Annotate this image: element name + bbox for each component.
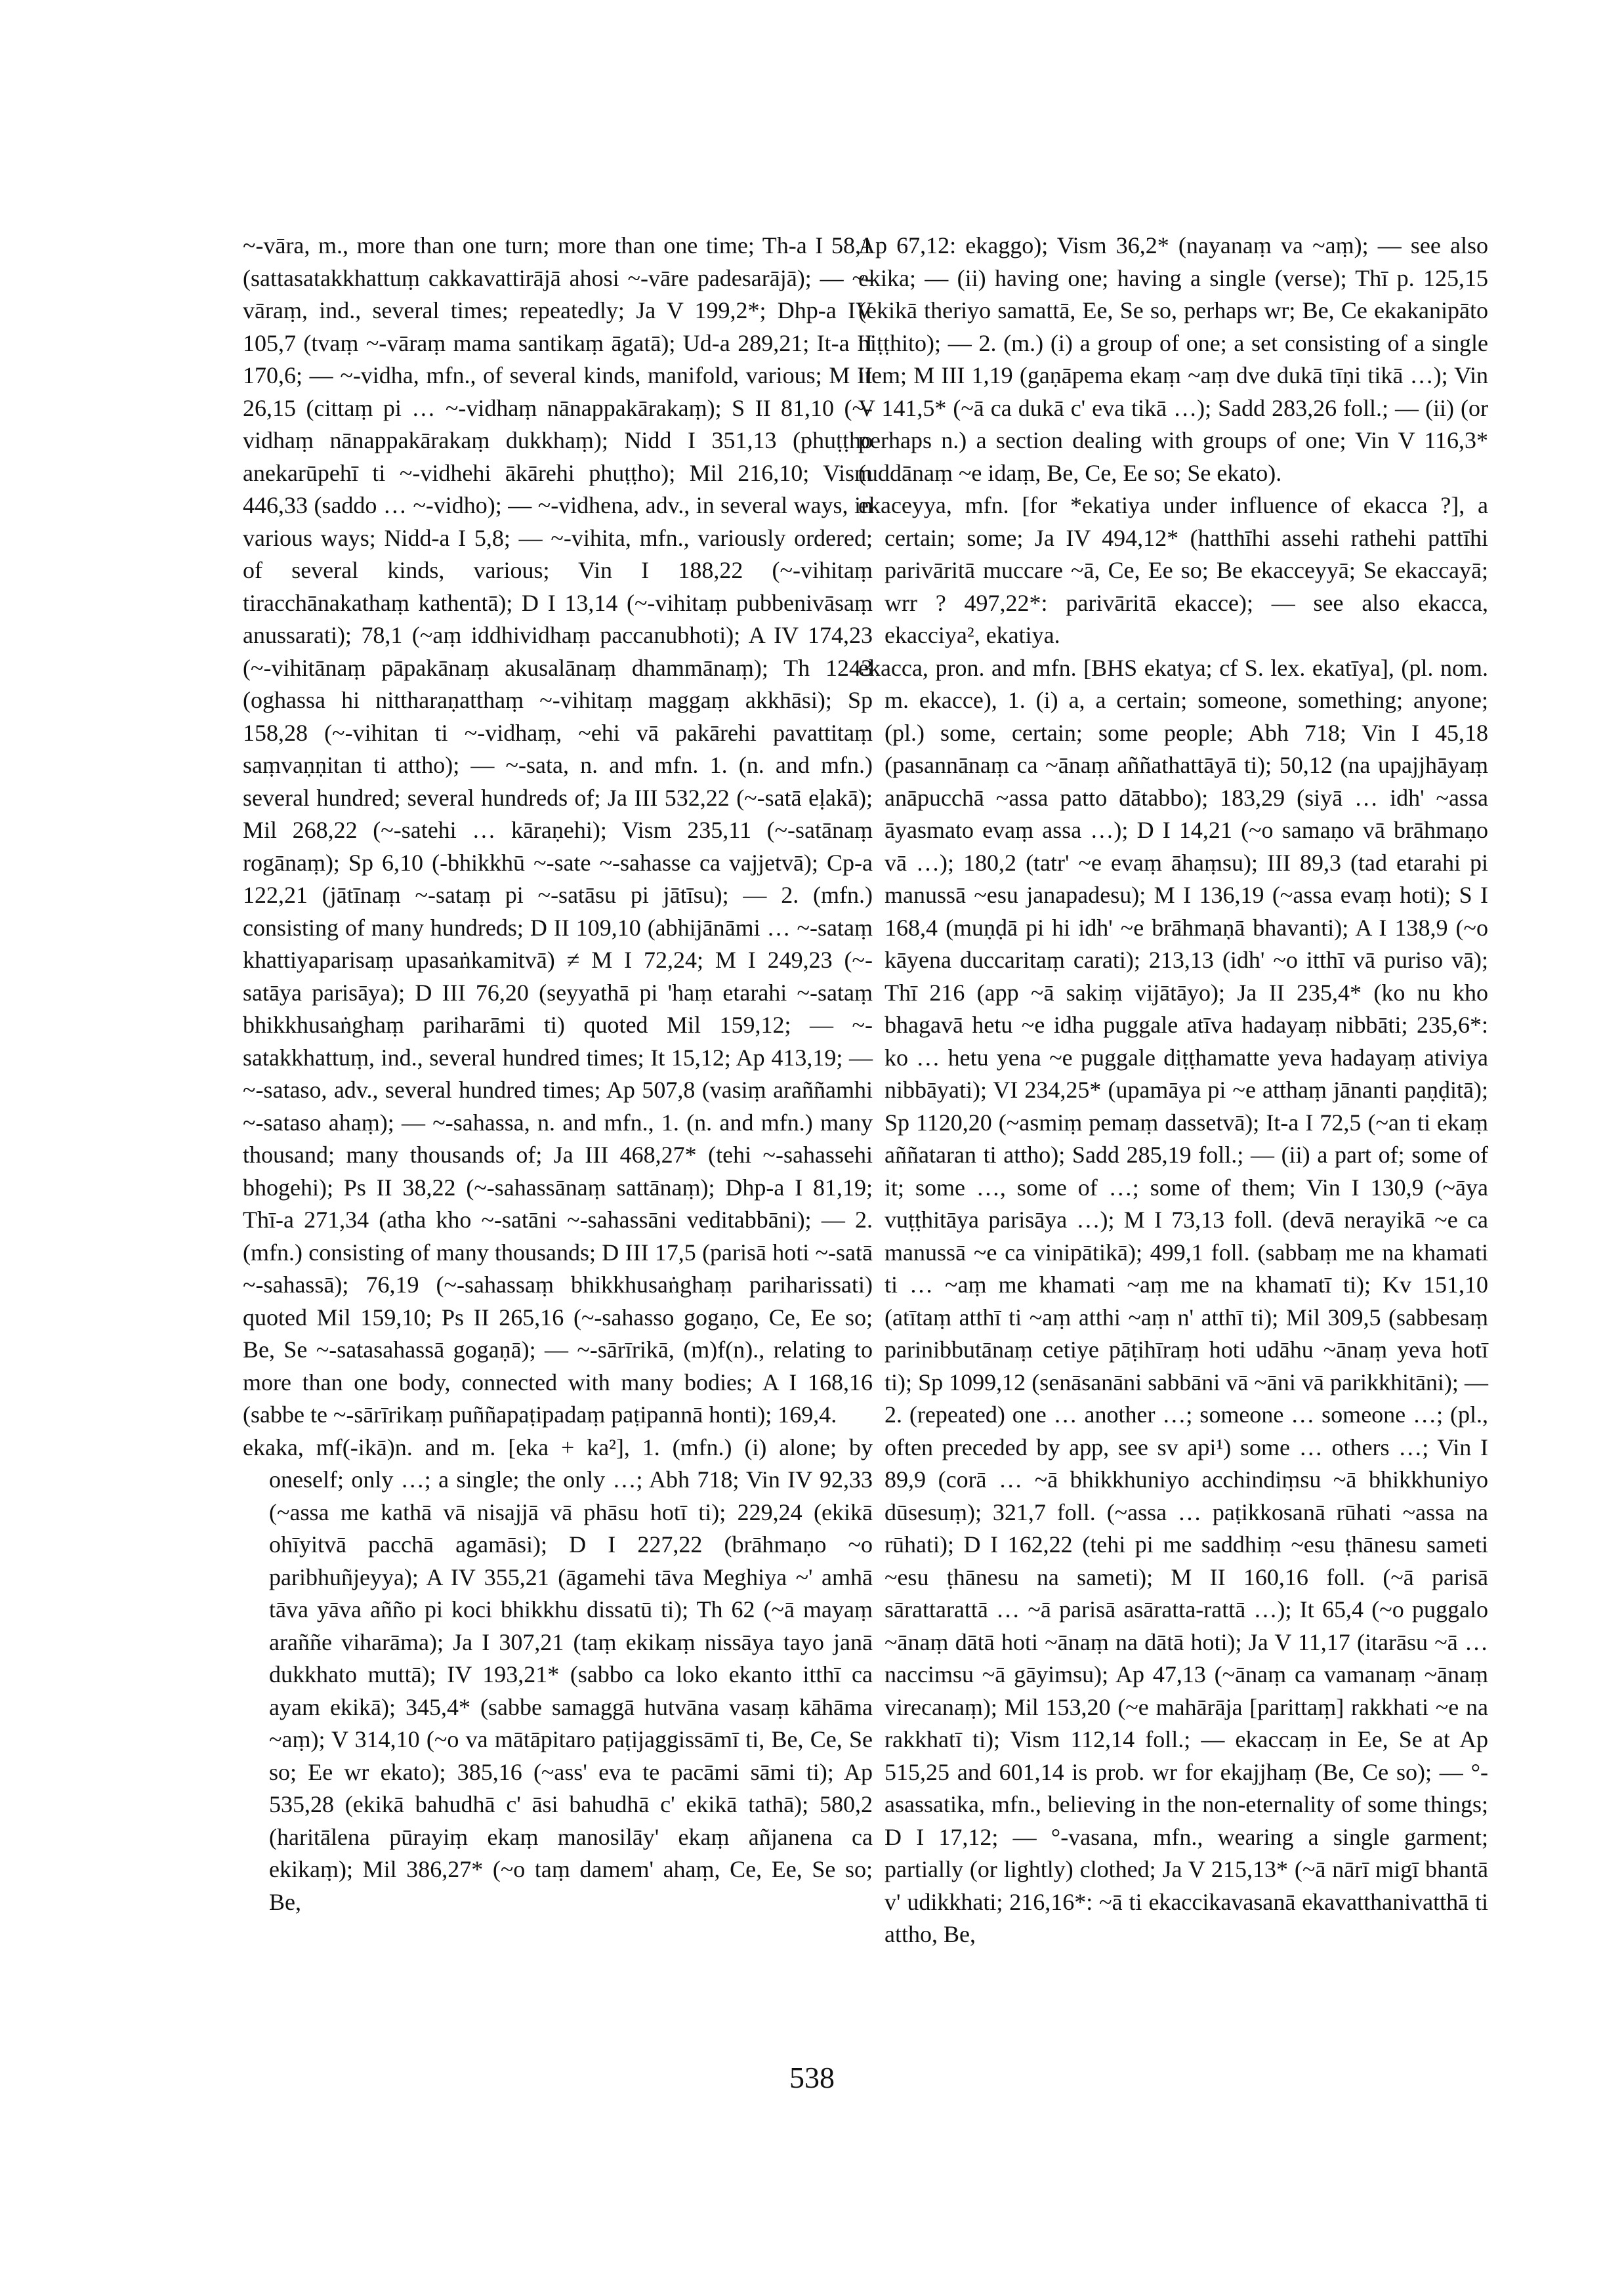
entry-ekacca: ekacca, pron. and mfn. [BHS ekatya; cf S. lex. ekatīya], (pl. nom. m. ekacce), 1. (i) a, a certain; someone, something; anyone; (pl.) some, certain; some people; Abh 718; Vin I 45,18 (pasannānaṃ ca ~ānaṃ aññathattāyā ti); 50,12 (na upajjhāyaṃ anāpucchā ~assa patto dātabbo); 183,29 (siyā … idh' ~assa āyasmato evaṃ assa …); D I 14,21 (~o samaṇo vā brāhmaṇo vā …); 180,2 (tatr' ~e evaṃ āhaṃsu); III 89,3 (tad etarahi pi manussā ~esu janapadesu); M I 136,19 (~assa evaṃ hoti); S I 168,4 (muṇḍā pi hi idh' ~e brāhmaṇā bhavanti); A I 138,9 (~o kāyena duccaritaṃ carati); 213,13 (idh' ~o itthī vā puriso vā); Thī 216 (app ~ā sakiṃ vijātāyo); Ja II 235,4* (ko nu kho bhagavā hetu ~e idha puggale atīva hadayaṃ nibbāti; 235,6*: ko … hetu yena ~e puggale diṭṭhamatte yeva hadayaṃ ativiya nibbāyati); VI 234,25* (upamāya pi ~e atthaṃ jānanti paṇḍitā); Sp 1120,20 (~asmiṃ pemaṃ dassetvā); It-a I 72,5 (~an ti ekaṃ aññataran ti attho); Sadd 285,19 foll.; — (ii) a part of; some of it; some …, some of …; some of them; Vin I 130,9 (~āya vuṭṭhitāya parisāya …); M I 73,13 foll. (devā nerayikā ~e ca manussā ~e ca vinipātikā); 499,1 foll. (sabbaṃ me na khamati ti … ~aṃ me khamati ~aṃ me na khamatī ti); Kv 151,10 (atītaṃ atthī ti ~aṃ atthi ~aṃ n' atthī ti); Mil 309,5 (sabbesaṃ parinibbutānaṃ cetiye pāṭihīraṃ hoti udāhu ~ānaṃ yeva hotī ti); Sp 1099,12 (senāsanāni sabbāni vā ~āni vā parikkhitāni); — 2. (repeated) one … another …; someone … someone …; (pl., often preceded by app, see sv api¹) some … others …; Vin I 89,9 (corā … ~ā bhikkhuniyo acchindiṃsu ~ā bhikkhuniyo dūsesuṃ); 321,7 foll. (~assa … paṭikkosanā rūhati ~assa na rūhati); D I 162,22 (tehi pi me saddhiṃ ~esu ṭhānesu sameti ~esu ṭhānesu na sameti); M II 160,16 foll. (~ā parisā sārattarattā … ~ā parisā asāratta-rattā …); It 65,4 (~o puggalo ~ānaṃ dātā hoti ~ānaṃ na dātā hoti); Ja V 11,17 (itarāsu ~ā … naccimsu ~ā gāyimsu); Ap 47,13 (~ānaṃ ca vamanaṃ ~ānaṃ virecanaṃ); Mil 153,20 (~e mahārāja [parittaṃ] rakkhati ~e na rakkhatī ti); Vism 112,14 foll.; — ekaccaṃ in Ee, Se at Ap 515,25 and 601,14 is prob. wr for ekajjhaṃ (Be, Ce so); — °-asassatika, mfn., believing in the non-eternality of some things; D I 17,12; — °-vasana, mfn., wearing a single garment; partially (or lightly) clothed; Ja V 215,13* (~ā nārī migī bhantā v' udikkhati; 216,16*: ~ā ti ekaccikavasanā ekavatthanivatthā ti attho, Be,	[858, 654, 1488, 1947]
entry-continuation: ~-vāra, m., more than one turn; more than one time; Th-a I 58,1 (sattasatakkhattuṃ cakkavattirājā ahosi ~-vāre padesarājā); — ~-vāraṃ, ind., several times; repeatedly; Ja V 199,2*; Dhp-a IV 105,7 (tvaṃ ~-vāraṃ mama santikaṃ āgatā); Ud-a 289,21; It-a II 170,6; — ~-vidha, mfn., of several kinds, manifold, various; M II 26,15 (cittaṃ pi … ~-vidhaṃ nānappakārakaṃ); S II 81,10 (~-vidhaṃ nānappakārakaṃ dukkhaṃ); Nidd I 351,13 (phuṭṭho anekarūpehī ti ~-vidhehi ākārehi phuṭṭho); Mil 216,10; Vism 446,33 (saddo … ~-vidho); — ~-vidhena, adv., in several ways, in various ways; Nidd-a I 5,8; — ~-vihita, mfn., variously ordered; of several kinds, various; Vin I 188,22 (~-vihitaṃ tiracchānakathaṃ kathentā); D I 13,14 (~-vihitaṃ pubbenivāsaṃ anussarati); 78,1 (~aṃ iddhividhaṃ paccanubhoti); A IV 174,23 (~-vihitānaṃ pāpakānaṃ akusalānaṃ dhammānaṃ); Th 1243 (oghassa hi nittharaṇatthaṃ ~-vihitaṃ maggaṃ akkhāsi); Sp 158,28 (~-vihitan ti ~-vidhaṃ, ~ehi vā pakārehi pavattitaṃ saṃvaṇṇitan ti attho); — ~-sata, n. and mfn. 1. (n. and mfn.) several hundred; several hundreds of; Ja III 532,22 (~-satā eḷakā); Mil 268,22 (~-satehi … kāraṇehi); Vism 235,11 (~-satānaṃ rogānaṃ); Sp 6,10 (-bhikkhū ~-sate ~-sahasse ca vajjetvā); Cp-a 122,21 (jātīnaṃ ~-sataṃ pi ~-satāsu pi jātīsu); — 2. (mfn.) consisting of many hundreds; D II 109,10 (abhijānāmi … ~-sataṃ khattiyaparisaṃ upasaṅkamitvā) ≠ M I 72,24; M I 249,23 (~-satāya parisāya); D III 76,20 (seyyathā pi 'haṃ etarahi ~-sataṃ bhikkhusaṅghaṃ pariharāmi ti) quoted Mil 159,12; — ~-satakkhattuṃ, ind., several hundred times; It 15,12; Ap 413,19; — ~-sataso, adv., several hundred times; Ap 507,8 (vasiṃ araññamhi ~-sataso ahaṃ); — ~-sahassa, n. and mfn., 1. (n. and mfn.) many thousand; many thousands of; Ja III 468,27* (tehi ~-sahassehi bhogehi); Ps II 38,22 (~-sahassānaṃ sattānaṃ); Dhp-a I 81,19; Thī-a 271,34 (atha kho ~-satāni ~-sahassāni veditabbāni); — 2. (mfn.) consisting of many thousands; D III 17,5 (parisā hoti ~-satā ~-sahassā); 76,19 (~-sahassaṃ bhikkhusaṅghaṃ pariharissati) quoted Mil 159,10; Ps II 265,16 (~-sahasso gogaṇo, Ce, Ee so; Be, Se ~-satasahassā gogaṇā); — ~-sārīrikā, (m)f(n)., relating to more than one body, connected with many bodies; A I 168,16 (sabbe te ~-sārīrikaṃ puññapaṭipadaṃ paṭipannā honti); 169,4.	[243, 232, 873, 1428]
right-column	[858, 230, 1488, 1951]
entry-ekaka: ekaka, mf(-ikā)n. and m. [eka + ka²], 1. (mfn.) (i) alone; by oneself; only …; a single; the only …; Abh 718; Vin IV 92,33 (~assa me kathā vā nisajjā vā phāsu hotī ti); 229,24 (ekikā ohīyitvā pacchā agamāsi); D I 227,22 (brāhmaṇo ~o paribhuñjeyya); A IV 355,21 (āgamehi tāva Meghiya ~' amhā tāva yāva añño pi koci bhikkhu dissatū ti); Th 62 (~ā mayaṃ araññe viharāma); Ja I 307,21 (taṃ ekikaṃ nissāya tayo janā dukkhato muttā); IV 193,21* (sabbo ca loko ekanto itthī ca ayam ekikā); 345,4* (sabbe samaggā hutvāna vasaṃ kāhāma ~aṃ); V 314,10 (~o va mātāpitaro paṭijaggissāmī ti, Be, Ce, Se so; Ee wr ekato); 385,16 (~ass' eva te pacāmi sāmi ti); Ap 535,28 (ekikā bahudhā c' āsi bahudhā c' ekikā tathā); 580,2 (haritālena pūrayiṃ ekaṃ manosilāy' ekaṃ añjanena ca ekikaṃ); Mil 386,27* (~o taṃ damem' ahaṃ, Ce, Ee, Se so; Be,	[243, 1434, 873, 1915]
entry-ekaceyya: ekaceyya, mfn. [for *ekatiya under influence of ekacca ?], a certain; some; Ja IV 494,12* (hatthīhi assehi rathehi pattīhi parivāritā muccare ~ā, Ce, Ee so; Be ekacceyyā; Se ekaccayā; wrr ? 497,22*: parivāritā ekacce); — see also ekacca, ekacciya², ekatiya.	[858, 492, 1488, 648]
left-column	[243, 230, 873, 1918]
page-number: 538	[789, 2061, 835, 2094]
entry-continuation-right: Ap 67,12: ekaggo); Vism 36,2* (nayanaṃ va ~aṃ); — see also ekika; — (ii) having one; having a single (verse); Thī p. 125,15 (ekikā theriyo samattā, Ee, Se so, perhaps wr; Be, Ce ekakanipāto niṭṭhito); — 2. (m.) (i) a group of one; a set consisting of a single item; M III 1,19 (gaṇāpema ekaṃ ~aṃ dve dukā tīṇi tikā …); Vin V 141,5* (~ā ca dukā c' eva tikā …); Sadd 283,26 foll.; — (ii) (or perhaps n.) a section dealing with groups of one; Vin V 116,3* (uddānaṃ ~e idaṃ, Be, Ce, Ee so; Se ekato).	[858, 232, 1488, 486]
